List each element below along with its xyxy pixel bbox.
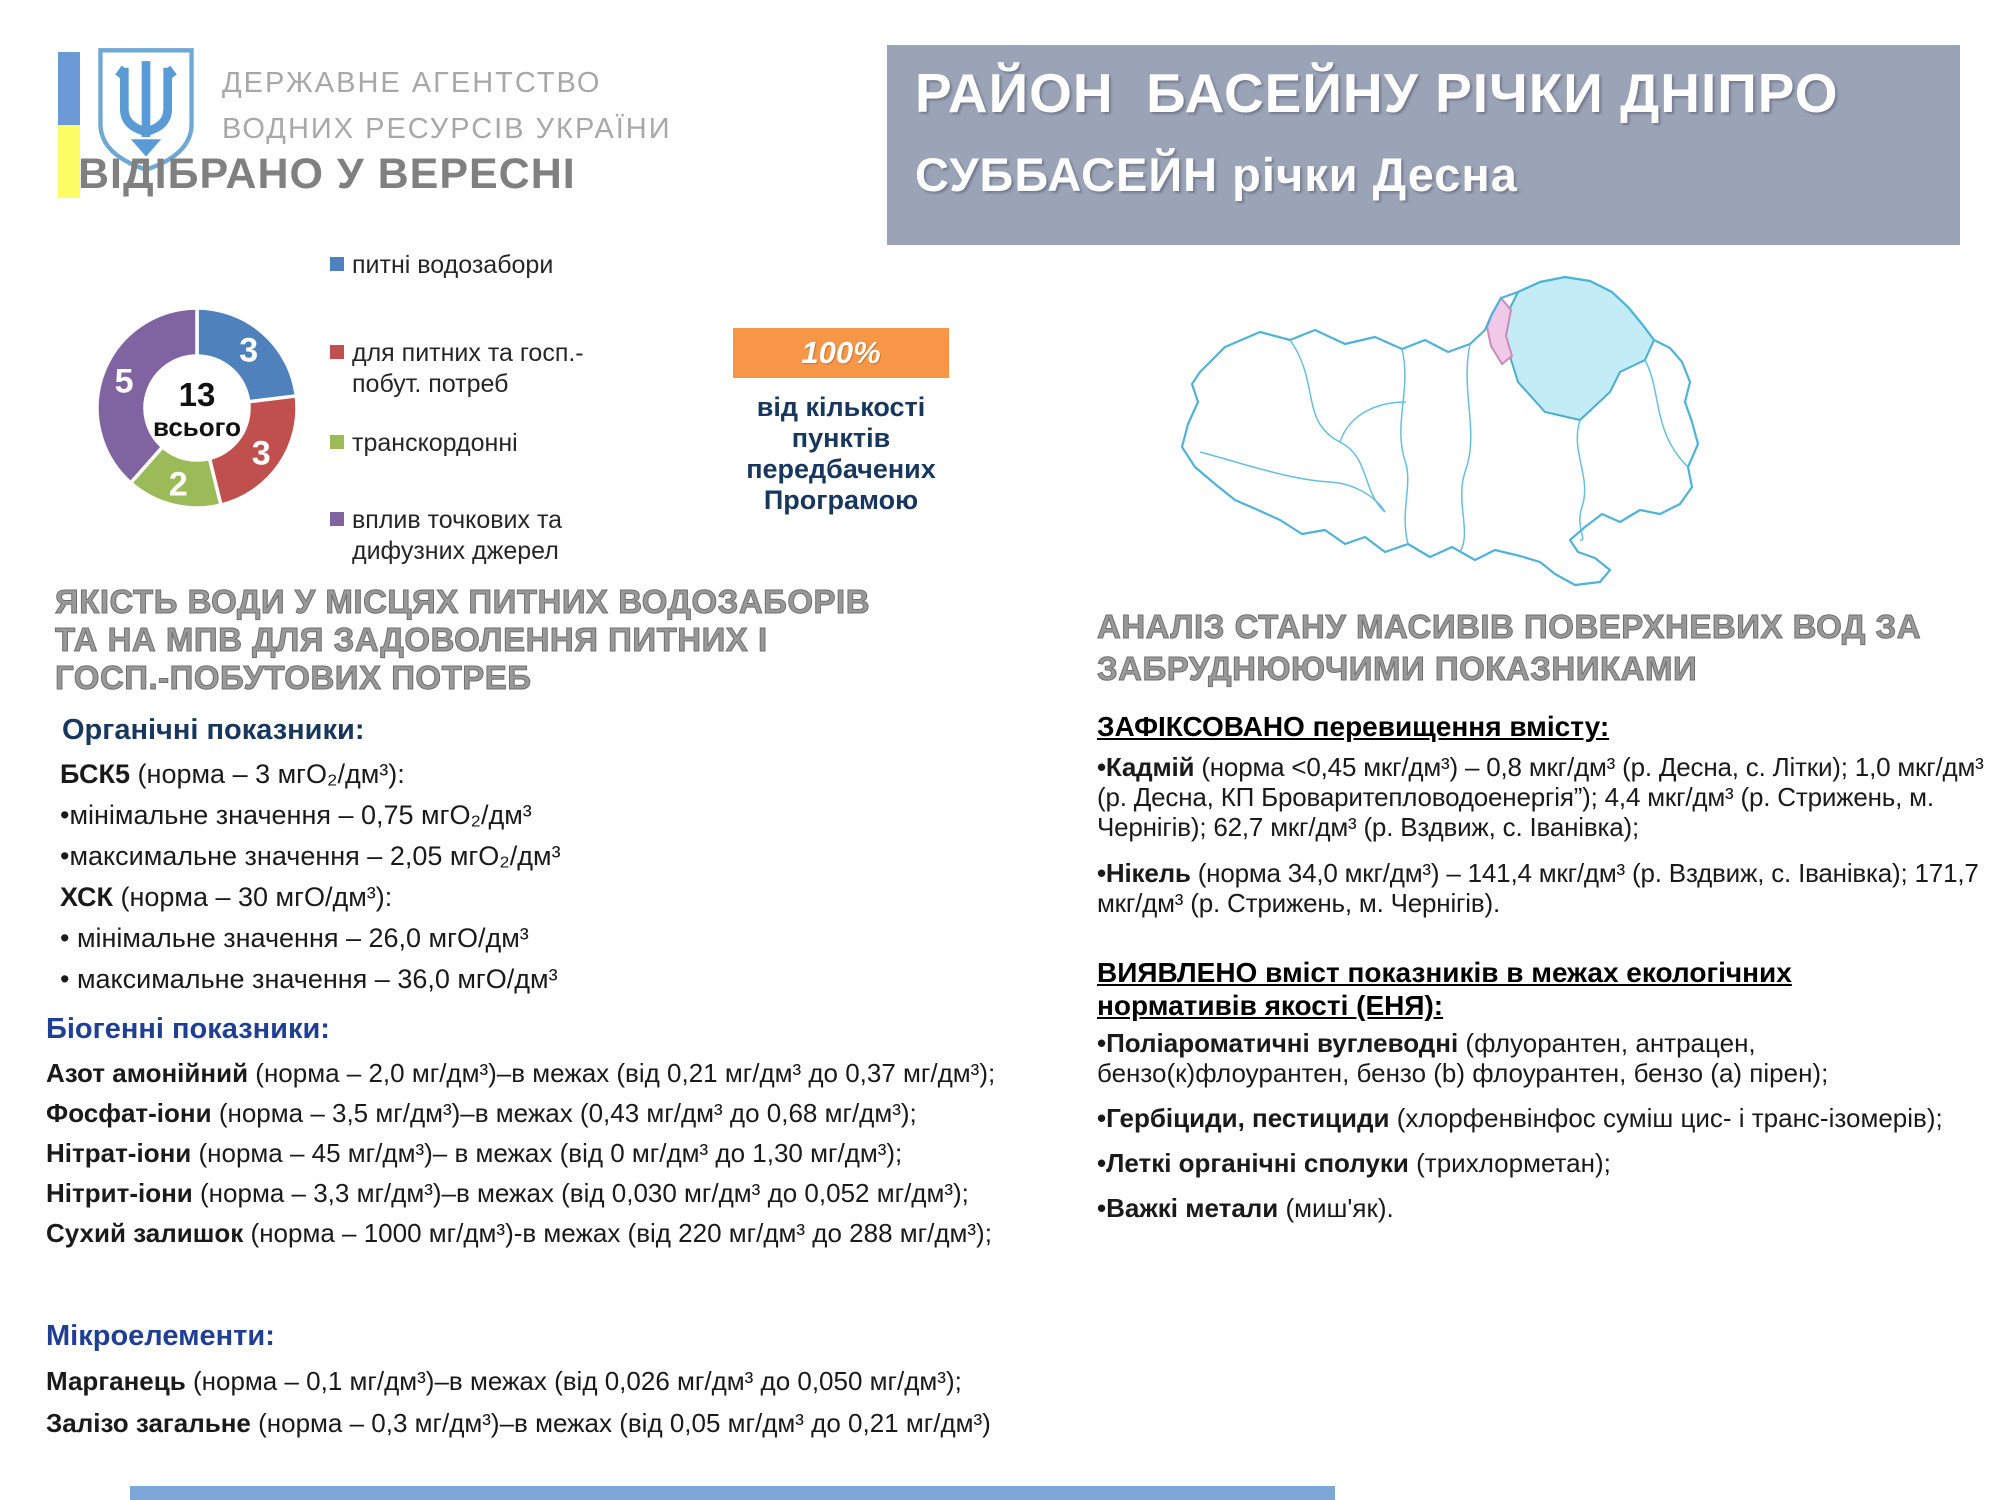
organic-indicators: БСК5 (норма – 3 мгО₂/дм³): •мінімальне значення – 0,75 мгО₂/дм³ •максимальне значення – 2,05 мгО₂/дм³ ХСК (норма – 30 мгО/дм³): • мінімальне значення – 26,0 мгО/дм³ • максимальне значення – 36,0 мгО/дм³ (60, 759, 561, 994)
legend-item: транскордонні (330, 428, 630, 459)
basin-banner (887, 45, 1960, 245)
legend-item: питні водозабори (330, 250, 630, 281)
sampling-points-donut-chart (92, 303, 302, 513)
agency-name: ДЕРЖАВНЕ АГЕНТСТВО ВОДНИХ РЕСУРСІВ УКРАЇНИ (222, 67, 672, 145)
subbasin-title: СУББАСЕЙН річки Десна (915, 148, 1518, 201)
legend-swatch-green (330, 435, 344, 449)
exceeded-subhead: ЗАФІКСОВАНО перевищення вмісту: (1097, 711, 1610, 742)
legend-item: для питних та госп.-побут. потреб (330, 338, 630, 400)
flag-blue-bar (58, 52, 80, 125)
micro-subhead: Мікроелементи: (46, 1320, 275, 1352)
exceeded-items: •Кадмій (норма <0,45 мкг/дм³) – 0,8 мкг/дм³ (р. Десна, с. Літки); 1,0 мкг/дм³ (р. Десна, КП Броваритепловодоенергія”); 4,4 мкг/дм³ (р. Стрижень, м. Чернігів); 62,7 мкг/дм³ (р. Вздвиж, с. Іванівка); •Нікель (норма 34,0 мкг/дм³) – 141,4 мкг/дм³ (р. Вздвиж, с. Іванівка); 171,7 мкг/дм³ (р. Стрижень, м. Чернігів). (1097, 752, 1984, 918)
svg-text:3: 3 (251, 434, 271, 473)
within-limits-items: •Поліароматичні вуглеводні (флуорантен, антрацен, бензо(к)флоурантен, бензо (b) флоурантен, бензо (а) пірен); •Гербіциди, пестициди (хлорфенвінфос суміш цис- і транс-ізомерів); •Леткі органічні сполуки (трихлорметан); •Важкі метали (миш'як). (1097, 1028, 1943, 1223)
legend-swatch-red (330, 345, 344, 359)
organic-subhead: Органічні показники: (62, 714, 365, 746)
desna-subbasin-area (1502, 277, 1654, 420)
flag-yellow-bar (58, 125, 80, 198)
bottom-accent-bar (130, 1486, 1335, 1500)
basin-title: РАЙОН БАСЕЙНУ РІЧКИ ДНІПРО (915, 62, 1839, 124)
legend-swatch-purple (330, 512, 344, 526)
within-limits-subhead: ВИЯВЛЕНО вміст показників в межах екологічних нормативів якості (ЕНЯ): (1097, 957, 1792, 1021)
microelements: Марганець (норма – 0,1 мг/дм³)–в межах (від 0,026 мг/дм³ до 0,050 мг/дм³); Залізо загальне (норма – 0,3 мг/дм³)–в межах (від 0,05 мг/дм³ до 0,21 мг/дм³) (46, 1366, 991, 1438)
coverage-badge (733, 328, 949, 378)
legend-swatch-blue (330, 257, 344, 271)
right-section-heading: АНАЛІЗ СТАНУ МАСИВІВ ПОВЕРХНЕВИХ ВОД ЗА ЗАБРУДНЮЮЧИМИ ПОКАЗНИКАМИ (1097, 608, 1922, 687)
left-section-heading: ЯКІСТЬ ВОДИ У МІСЦЯХ ПИТНИХ ВОДОЗАБОРІВ ТА НА МПВ ДЛЯ ЗАДОВОЛЕННЯ ПИТНИХ І ГОСП.-ПОБУТОВИХ ПОТРЕБ (55, 583, 871, 696)
legend-item: вплив точкових та дифузних джерел (330, 505, 630, 567)
coverage-percent: 100% (801, 335, 881, 370)
svg-text:5: 5 (114, 362, 134, 401)
coverage-caption: від кількості пунктів передбачених Програмою (746, 392, 936, 515)
svg-text:2: 2 (168, 465, 188, 504)
ukraine-basins-map (1140, 252, 1740, 597)
donut-total-caption: всього (152, 412, 242, 442)
biogenic-subhead: Біогенні показники: (46, 1013, 330, 1045)
svg-text:3: 3 (239, 331, 259, 370)
donut-total: 13 (178, 376, 216, 413)
biogenic-indicators: Азот амонійний (норма – 2,0 мг/дм³)–в межах (від 0,21 мг/дм³ до 0,37 мг/дм³); Фосфат-іони (норма – 3,5 мг/дм³)–в межах (0,43 мг/дм³ до 0,68 мг/дм³); Нітрат-іони (норма – 45 мг/дм³)– в межах (від 0 мг/дм³ до 1,30 мг/дм³); Нітрит-іони (норма – 3,3 мг/дм³)–в межах (від 0,030 мг/дм³ до 0,052 мг/дм³); Сухий залишок (норма – 1000 мг/дм³)-в межах (від 220 мг/дм³ до 288 мг/дм³); (46, 1058, 996, 1248)
page-title: ВІДІБРАНО У ВЕРЕСНІ (78, 150, 576, 198)
